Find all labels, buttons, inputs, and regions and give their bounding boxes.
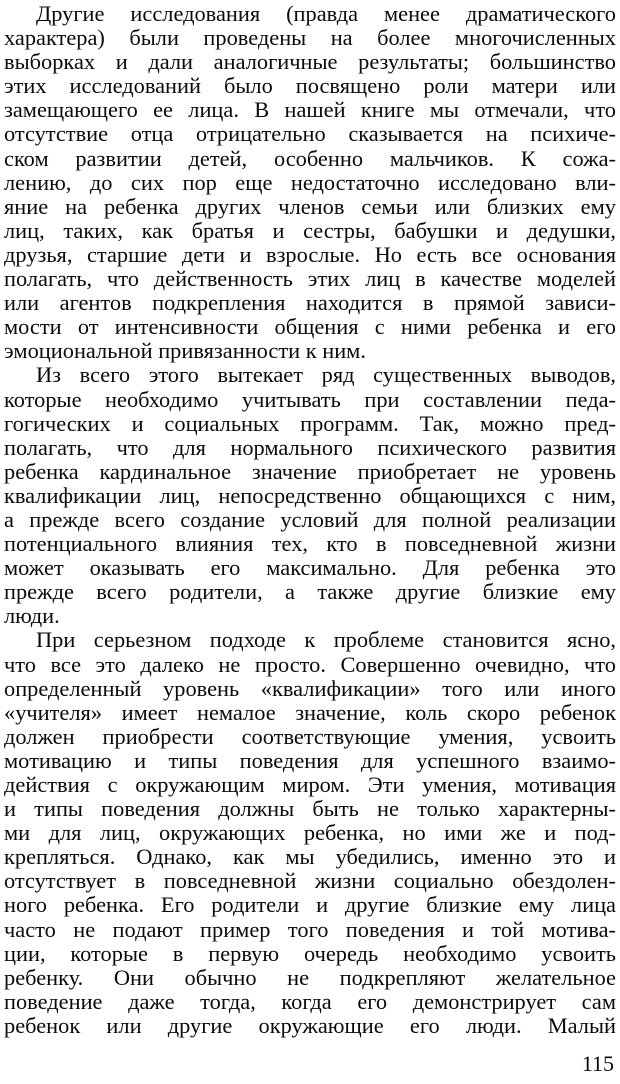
text-line: ребенку. Они обычно не подкрепляют желательное	[4, 964, 616, 990]
text-line: мотивацию и типы поведения для успешного взаимо-	[4, 747, 616, 773]
text-line: которые необходимо учитывать при составлении педа-	[4, 386, 616, 412]
text-line: друзья, старшие дети и взрослые. Но есть все основания	[4, 241, 616, 267]
text-line: выборках и дали аналогичные результаты; большинство	[4, 49, 616, 75]
text-line: часто не подают пример того поведения и той мотива-	[4, 916, 616, 942]
text-line: эмоциональной привязанности к ним.	[4, 338, 366, 364]
text-line: крепляться. Однако, как мы убедились, именно это и	[4, 844, 616, 870]
text-line: мости от интенсивности общения с ними ребенка и его	[4, 314, 616, 340]
text-line: ском развитии детей, особенно мальчиков. К сожа-	[4, 145, 616, 171]
text-line: Из всего этого вытекает ряд существенных выводов,	[36, 362, 616, 388]
text-line: отсутствие отца отрицательно сказывается на психиче-	[4, 121, 616, 147]
text-line: ребенка кардинальное значение приобретает не уровень	[4, 458, 616, 484]
text-line: поведение даже тогда, когда его демонстрирует сам	[4, 988, 616, 1014]
text-line: прежде всего родители, а также другие близкие ему	[4, 579, 616, 605]
text-line: ного ребенка. Его родители и другие близкие ему лица	[4, 892, 616, 918]
page-number: 115	[581, 1051, 614, 1076]
text-line: замещающего ее лица. В нашей книге мы отмечали, что	[4, 97, 616, 123]
text-line: ции, которые в первую очередь необходимо усвоить	[4, 940, 616, 966]
text-line: действия с окружающим миром. Эти умения, мотивация	[4, 772, 616, 797]
text-line: и типы поведения должны быть не только характерны-	[4, 796, 616, 822]
text-line: При серьезном подходе к проблеме становится ясно,	[36, 627, 616, 653]
text-line: полагать, что для нормального психического развития	[4, 434, 616, 460]
text-line: характера) были проведены на более многочисленных	[4, 25, 616, 51]
text-line: лению, до сих пор еще недостаточно исследовано вли-	[4, 169, 616, 195]
text-line: Другие исследования (правда менее драматического	[36, 1, 616, 26]
text-line: этих исследований было посвящено роли матери или	[4, 73, 616, 99]
text-line: ми для лиц, окружающих ребенка, но ими же и под-	[4, 820, 616, 846]
text-line: «учителя» имеет немалое значение, коль скоро ребенок	[4, 699, 616, 725]
text-line: отсутствует в повседневной жизни социально обездолен-	[4, 868, 616, 894]
text-line: определенный уровень «квалификации» того или иного	[4, 675, 616, 701]
text-line: квалификации лиц, непосредственно общающихся с ним,	[4, 482, 616, 508]
text-line: гогических и социальных программ. Так, можно пред-	[4, 410, 616, 436]
text-line: потенциального влияния тех, кто в повседневной жизни	[4, 531, 616, 557]
text-line: что все это далеко не просто. Совершенно очевидно, что	[4, 651, 616, 677]
text-line: должен приобрести соответствующие умения, усвоить	[4, 723, 616, 749]
text-line: лиц, таких, как братья и сестры, бабушки и дедушки,	[4, 217, 616, 243]
text-line: люди.	[4, 603, 60, 629]
body-text	[4, 2, 616, 1038]
text-line: или агентов подкрепления находится в прямой зависи-	[4, 290, 616, 316]
text-line: яние на ребенка других членов семьи или близких ему	[4, 193, 616, 219]
text-line: а прежде всего создание условий для полной реализации	[4, 506, 616, 532]
text-line: ребенок или другие окружающие его люди. Малый	[4, 1012, 616, 1038]
text-line: полагать, что действенность этих лиц в качестве моделей	[4, 266, 616, 292]
text-line: может оказывать его максимально. Для ребенка это	[4, 555, 616, 581]
